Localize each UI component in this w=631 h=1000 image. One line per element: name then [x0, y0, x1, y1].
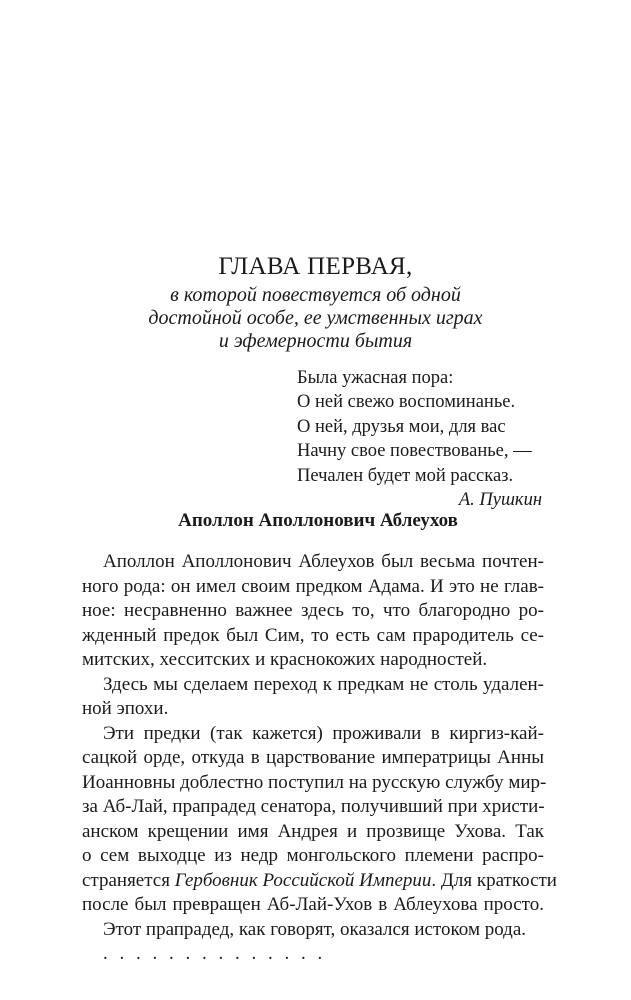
body-line: ное: несравненно важнее здесь то, что благородно ро- — [82, 600, 544, 621]
epigraph-line: Была ужасная пора: — [297, 368, 454, 388]
body-line: сацкой орде, откуда в царствование императрицы Анны — [82, 747, 544, 768]
epigraph-line: Начну свое повествованье, — — [297, 441, 532, 462]
body-line: за Аб-Лай, прапрадед сенатора, получивший при христи- — [82, 796, 545, 817]
text: страняется — [82, 869, 175, 891]
body-line: после был превращен Аб-Лай-Ухов в Аблеухова просто. — [82, 894, 544, 915]
body-line: Этот прапрадед, как говорят, оказался истоком рода. — [103, 918, 527, 940]
epigraph-line: Печален будет мой рассказ. — [297, 465, 514, 486]
epigraph-line: О ней свежо воспоминанье. — [297, 392, 516, 413]
section-heading: Аполлон Аполлонович Аблеухов — [178, 510, 458, 531]
body-line: Эти предки (так кажется) проживали в киргиз-кай- — [103, 722, 544, 744]
body-line: Иоанновны доблестно поступил на русскую службу мир- — [82, 771, 547, 793]
body-line: Здесь мы сделаем переход к предкам не столь удален- — [103, 673, 544, 695]
chapter-title: ГЛАВА ПЕРВАЯ, — [218, 253, 413, 280]
epigraph-author: А. Пушкин — [458, 490, 542, 510]
body-line: ного рода: он имел своим предком Адама. И это не глав- — [82, 575, 544, 597]
body-line: митских, хесситских и краснокожих народностей. — [82, 649, 488, 670]
body-line: жденный предок был Сим, то есть сам прародитель се- — [82, 624, 544, 646]
body-line: ной эпохи. — [82, 698, 169, 719]
chapter-subtitle-line: в которой повествуется об одной — [170, 284, 461, 306]
ellipsis-dots: . . . . . . . . . . . . . . — [103, 943, 326, 964]
text: . Для краткости — [431, 869, 557, 891]
body-line-with-italic — [82, 869, 557, 894]
body-text — [82, 550, 557, 967]
body-line: о сем выходце из недр монгольского племени распро- — [82, 845, 544, 866]
chapter-subtitle-line: и эфемерности бытия — [218, 330, 413, 352]
chapter-subtitle-line: достойной особе, ее умственных играх — [148, 307, 483, 329]
italic-book-title: Гербовник Российской Империи — [174, 869, 432, 891]
body-line: Аполлон Аполлонович Аблеухов был весьма почтен- — [103, 551, 544, 572]
epigraph — [297, 366, 532, 488]
body-line: анском крещении имя Андрея и прозвище Ухова. Так — [82, 820, 544, 842]
epigraph-line: О ней, друзья мои, для вас — [297, 416, 506, 437]
